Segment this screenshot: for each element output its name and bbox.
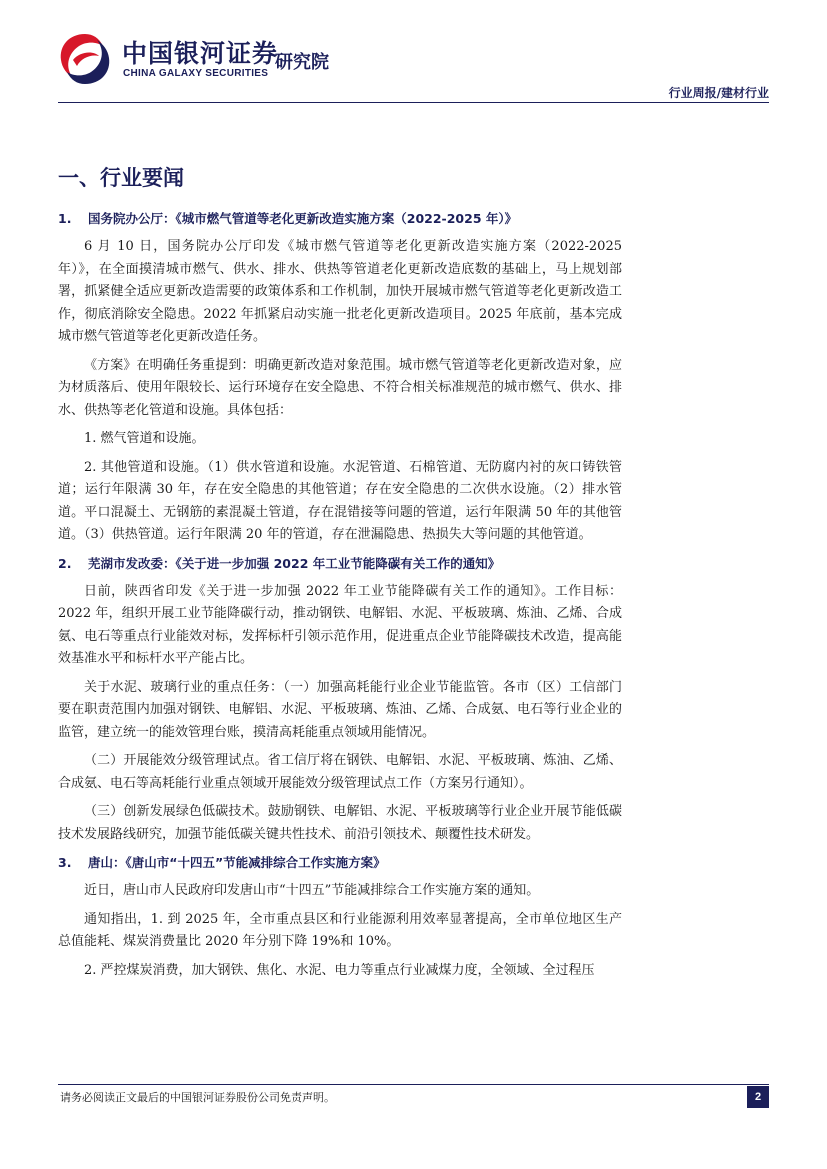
paragraph: 2. 严控煤炭消费，加大钢铁、焦化、水泥、电力等重点行业减煤力度，全领域、全过程压 [84, 962, 595, 978]
news-item-title [58, 852, 622, 874]
paragraph: 2. 其他管道和设施。（1）供水管道和设施。水泥管道、石棉管道、无防腐内衬的灰口铸铁管道；运行年限满 30 年，存在安全隐患的其他管道；存在安全隐患的二次供水设施。（2）排水管道。平口混凝土、无钢筋的素混凝土管道，存在混错接等问题的管道，运行年限满 50 年的其他管道。（3）供热管道。运行年限满 20 年的管道，存在泄漏隐患、热损失大等问题的其他管道。 [58, 459, 622, 542]
disclaimer-note: 请务必阅读正文最后的中国银河证券股份公司免责声明。 [60, 1091, 335, 1104]
news-item-title-text: 国务院办公厅：《城市燃气管道等老化更新改造实施方案（2022-2025 年）》 [88, 211, 518, 226]
institute-label: 研究院 [275, 52, 329, 73]
brand-name-en: CHINA GALAXY SECURITIES [123, 68, 269, 79]
brand-name-cn: 中国银河证券 [122, 39, 279, 68]
report-category: 行业周报/建材行业 [668, 86, 769, 100]
paragraph: （二）开展能效分级管理试点。省工信厅将在钢铁、电解铝、水泥、平板玻璃、炼油、乙烯、合成氨、电石等高耗能行业重点领域开展能效分级管理试点工作（方案另行通知）。 [58, 753, 622, 791]
paragraph: 近日，唐山市人民政府印发唐山市“十四五”节能减排综合工作实施方案的通知。 [84, 883, 540, 898]
paragraph: 日前，陕西省印发《关于进一步加强 2022 年工业节能降碳有关工作的通知》。工作目标：2022 年，组织开展工业节能降碳行动，推动钢铁、电解铝、水泥、平板玻璃、炼油、乙烯、合成氨、电石等重点行业能效对标，发挥标杆引领示范作用，促进重点企业节能降碳技术改造，提高能效基准水平和标杆水平产能占比。 [58, 583, 622, 666]
paragraph: 《方案》在明确任务重提到：明确更新改造对象范围。城市燃气管道等老化更新改造对象，应为材质落后、使用年限较长、运行环境存在安全隐患、不符合相关标准规范的城市燃气、供水、排水、供热等老化管道和设施。具体包括： [58, 357, 622, 418]
section-heading: 一、行业要闻 [58, 166, 184, 190]
page-number: 2 [747, 1086, 769, 1108]
news-item-title-text: 唐山：《唐山市“十四五”节能减排综合工作实施方案》 [88, 855, 386, 870]
news-item-number: 3. [58, 855, 72, 870]
paragraph: 1. 燃气管道和设施。 [84, 431, 205, 446]
header-divider [58, 102, 769, 103]
paragraph: 6 月 10 日，国务院办公厅印发《城市燃气管道等老化更新改造实施方案（2022-2025 年）》，在全面摸清城市燃气、供水、排水、供热等管道老化更新改造底数的基础上，马上规划部署，抓紧健全适应更新改造需要的政策体系和工作机制，加快开展城市燃气管道等老化更新改造工作，彻底消除安全隐患。2022 年抓紧启动实施一批老化更新改造项目。2025 年底前，基本完成城市燃气管道等老化更新改造任务。 [58, 239, 622, 344]
news-item-number: 1. [58, 211, 72, 226]
footer-divider [58, 1084, 769, 1085]
main-content [58, 162, 622, 988]
news-item-number: 2. [58, 555, 72, 571]
paragraph: 关于水泥、玻璃行业的重点任务：（一）加强高耗能行业企业节能监管。各市（区）工信部门要在职责范围内加强对钢铁、电解铝、水泥、平板玻璃、炼油、乙烯、合成氨、电石等行业企业的监管，建立统一的能效管理台账，摸清高耗能重点领域用能情况。 [58, 679, 622, 740]
paragraph: （三）创新发展绿色低碳技术。鼓励钢铁、电解铝、水泥、平板玻璃等行业企业开展节能低碳技术发展路线研究，加强节能低碳关键共性技术、前沿引领技术、颠覆性技术研发。 [58, 804, 622, 842]
news-item-title [58, 553, 622, 575]
news-item-title-text: 芜湖市发改委：《关于进一步加强 2022 年工业节能降碳有关工作的通知》 [88, 555, 501, 571]
galaxy-logo-icon [55, 30, 115, 88]
paragraph: 通知指出，1. 到 2025 年，全市重点县区和行业能源利用效率显著提高，全市单位地区生产总值能耗、煤炭消费量比 2020 年分别下降 19%和 10%。 [58, 911, 622, 949]
news-item-title [58, 208, 622, 230]
